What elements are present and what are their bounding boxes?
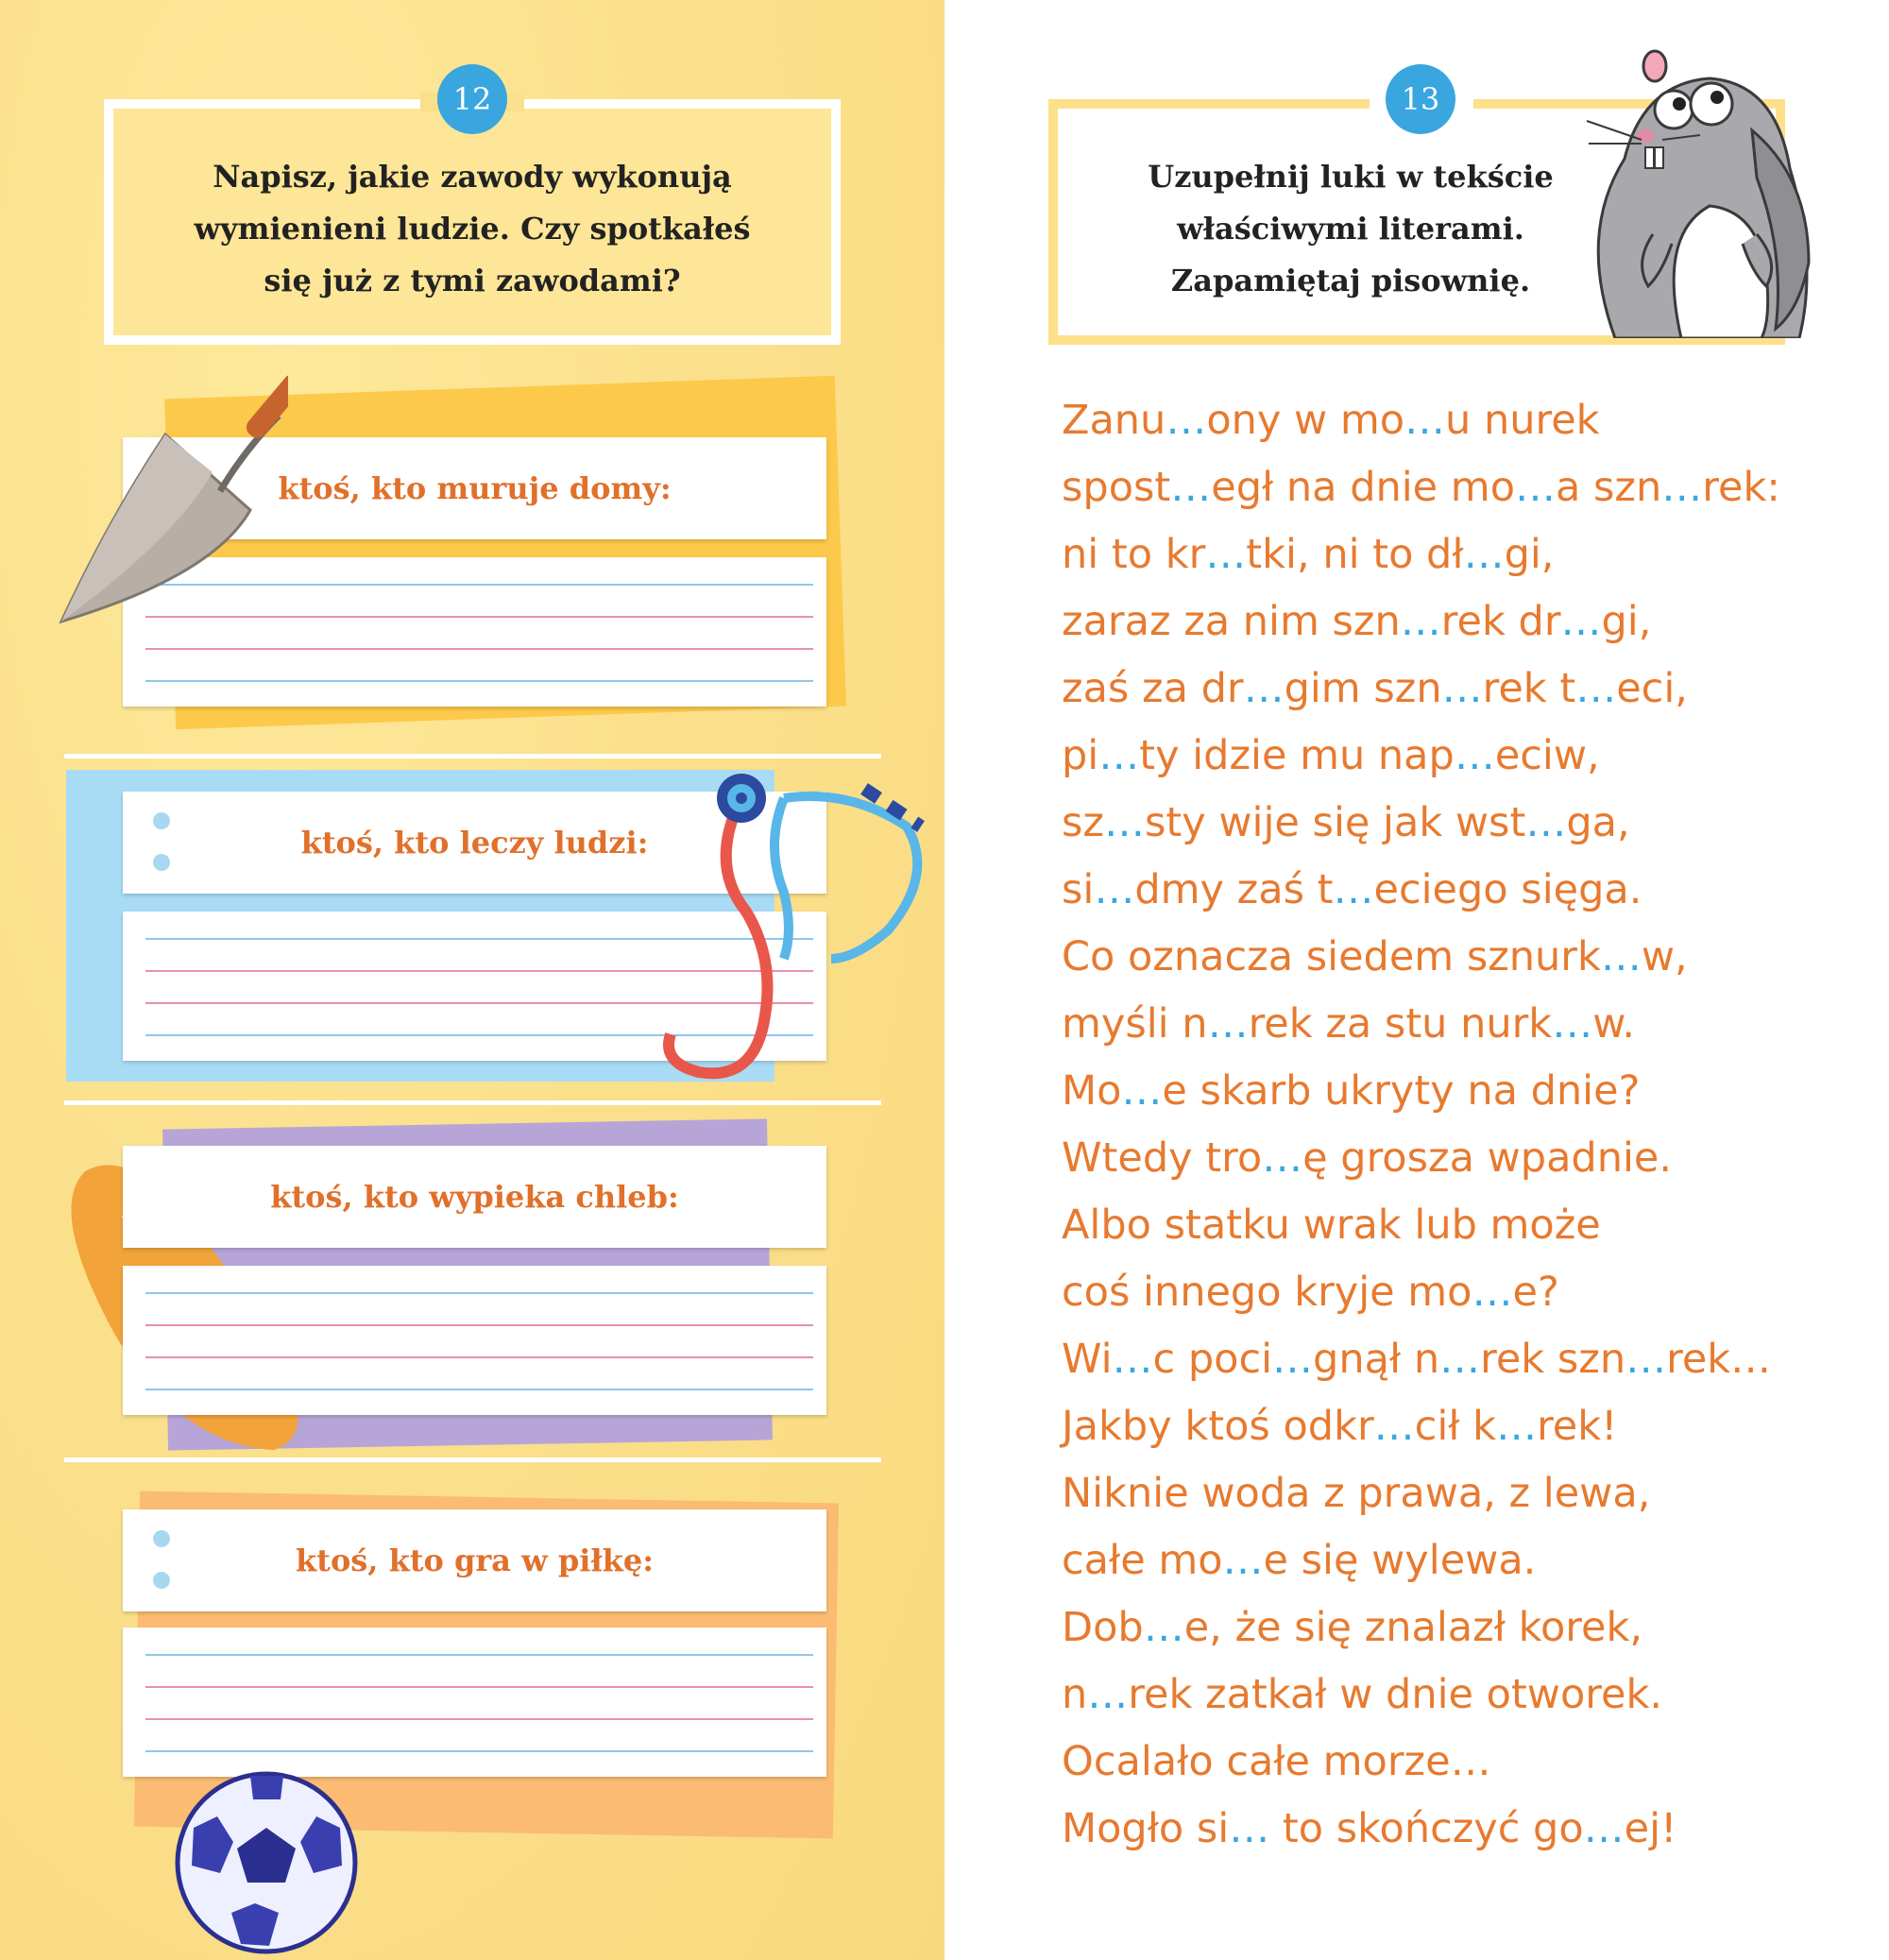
soccer-ball-icon <box>175 1771 359 1955</box>
poem-text: myśli n <box>1062 1000 1208 1048</box>
letter-gap[interactable]: … <box>1661 464 1703 511</box>
poem-text: Dob <box>1062 1604 1144 1651</box>
letter-gap[interactable]: … <box>1439 1336 1481 1383</box>
poem-text: Zanu <box>1062 397 1166 444</box>
instruction-line: Napisz, jakie zawody wykonują <box>213 159 732 195</box>
letter-gap[interactable]: … <box>1454 732 1495 779</box>
poem-text: zaś za dr <box>1062 665 1244 712</box>
card-label: ktoś, kto muruje domy: <box>278 470 672 506</box>
card-title-baker <box>123 1146 826 1248</box>
poem-text: rek! <box>1537 1403 1618 1450</box>
poem-text: Wtedy tro <box>1062 1134 1263 1182</box>
poem-line <box>1062 991 1874 1058</box>
poem-text: rek t <box>1482 665 1576 712</box>
section-divider <box>64 1457 881 1462</box>
poem-text: zaraz za nim szn <box>1062 598 1401 645</box>
letter-gap[interactable]: … <box>1094 866 1135 913</box>
letter-gap[interactable]: … <box>1262 1134 1303 1182</box>
letter-gap[interactable]: … <box>1560 598 1602 645</box>
letter-gap[interactable]: … <box>1112 1336 1153 1383</box>
poem-text: pi <box>1062 732 1099 779</box>
poem-text: Jakby ktoś odkr <box>1062 1403 1374 1450</box>
letter-gap[interactable]: … <box>1205 531 1247 578</box>
poem-line <box>1062 1796 1874 1863</box>
poem-line <box>1062 1058 1874 1125</box>
poem-text: Albo statku wrak lub może <box>1062 1202 1601 1249</box>
poem-with-gaps <box>1062 387 1874 1863</box>
letter-gap[interactable]: … <box>1207 1000 1249 1048</box>
letter-gap[interactable]: … <box>1222 1537 1264 1584</box>
poem-line <box>1062 723 1874 790</box>
poem-text: egł na dnie mo <box>1211 464 1516 511</box>
instruction-line: się już z tymi zawodami? <box>264 263 681 298</box>
letter-gap[interactable]: … <box>1098 732 1140 779</box>
letter-gap[interactable]: … <box>1243 665 1285 712</box>
letter-gap[interactable]: … <box>1575 665 1617 712</box>
letter-gap[interactable]: … <box>1103 799 1145 846</box>
poem-text: całe mo <box>1062 1537 1223 1584</box>
exercise-12-number-badge: 12 <box>437 64 507 134</box>
poem-line <box>1062 1594 1874 1662</box>
poem-text: ę grosza wpadnie. <box>1302 1134 1673 1182</box>
card-title-footballer <box>123 1509 826 1611</box>
poem-text: gim szn <box>1284 665 1442 712</box>
poem-line <box>1062 588 1874 656</box>
poem-text: Wi <box>1062 1336 1113 1383</box>
letter-gap[interactable]: … <box>1121 1067 1163 1115</box>
exercise-12-instruction <box>113 151 831 307</box>
poem-text: sz <box>1062 799 1104 846</box>
poem-line <box>1062 1729 1874 1796</box>
stethoscope-icon <box>652 770 926 1096</box>
poem-line <box>1062 1393 1874 1460</box>
poem-text: Co oznacza siedem sznurk <box>1062 933 1601 980</box>
poem-text: Niknie woda z prawa, z lewa, <box>1062 1470 1651 1517</box>
letter-gap[interactable]: … <box>1463 531 1505 578</box>
poem-text: rek… <box>1666 1336 1772 1383</box>
poem-text: c poci <box>1152 1336 1273 1383</box>
poem-line <box>1062 387 1874 454</box>
letter-gap[interactable]: … <box>1272 1336 1314 1383</box>
poem-text: u nurek <box>1445 397 1600 444</box>
poem-text: e się wylewa. <box>1263 1537 1537 1584</box>
poem-text: eciw, <box>1494 732 1600 779</box>
poem-text: w. <box>1592 1000 1636 1048</box>
poem-text: eciego sięga. <box>1373 866 1642 913</box>
poem-line <box>1062 924 1874 991</box>
poem-text: rek dr <box>1440 598 1561 645</box>
poem-text: Mo <box>1062 1067 1122 1115</box>
poem-line <box>1062 790 1874 857</box>
poem-text: dmy zaś t <box>1134 866 1334 913</box>
letter-gap[interactable]: … <box>1515 464 1557 511</box>
poem-text: gi, <box>1504 531 1555 578</box>
poem-text: e, że się znalazł korek, <box>1183 1604 1643 1651</box>
poem-text: sty wije się jak wst <box>1144 799 1526 846</box>
letter-gap[interactable]: … <box>1552 1000 1593 1048</box>
letter-gap[interactable]: … <box>1600 933 1642 980</box>
letter-gap[interactable]: … <box>1229 1805 1270 1852</box>
left-page <box>0 0 944 1960</box>
gopher-mascot-icon <box>1568 45 1818 338</box>
letter-gap[interactable]: … <box>1333 866 1374 913</box>
poem-text: Ocalało całe morze… <box>1062 1738 1491 1785</box>
letter-gap[interactable]: … <box>1087 1671 1129 1718</box>
instruction-line: wymienieni ludzie. Czy spotkałeś <box>194 211 751 247</box>
section-divider <box>64 1100 881 1105</box>
letter-gap[interactable]: … <box>1404 397 1446 444</box>
trowel-icon <box>52 359 288 633</box>
poem-line <box>1062 1460 1874 1527</box>
letter-gap[interactable]: … <box>1166 397 1207 444</box>
poem-text: rek za stu nurk <box>1248 1000 1553 1048</box>
poem-text: e? <box>1512 1269 1559 1316</box>
poem-text: si <box>1062 866 1095 913</box>
exercise-13-instruction <box>1143 151 1558 307</box>
letter-gap[interactable]: … <box>1625 1336 1667 1383</box>
instruction-line: Zapamiętaj pisownię. <box>1170 263 1531 298</box>
card-label: ktoś, kto wypieka chleb: <box>270 1179 679 1215</box>
poem-text: tki, ni to dł <box>1246 531 1464 578</box>
letter-gap[interactable]: … <box>1170 464 1212 511</box>
poem-text: w, <box>1641 933 1688 980</box>
poem-line <box>1062 857 1874 924</box>
card-label: ktoś, kto gra w piłkę: <box>295 1542 654 1578</box>
answer-lines-3[interactable] <box>123 1266 826 1415</box>
poem-line <box>1062 1662 1874 1729</box>
poem-text: ty idzie mu nap <box>1139 732 1455 779</box>
poem-text: ga, <box>1566 799 1630 846</box>
poem-line <box>1062 656 1874 723</box>
letter-gap[interactable]: … <box>1525 799 1567 846</box>
answer-lines-4[interactable] <box>123 1628 826 1777</box>
poem-text: coś innego kryje mo <box>1062 1269 1472 1316</box>
letter-gap[interactable]: … <box>1472 1269 1513 1316</box>
poem-text: rek zatkał w dnie otworek. <box>1128 1671 1663 1718</box>
letter-gap[interactable]: … <box>1496 1403 1538 1450</box>
letter-gap[interactable]: … <box>1583 1805 1625 1852</box>
poem-text: a szn <box>1556 464 1662 511</box>
card-label: ktoś, kto leczy ludzi: <box>300 825 649 861</box>
poem-text: spost <box>1062 464 1171 511</box>
poem-text: cił k <box>1414 1403 1497 1450</box>
poem-line <box>1062 1259 1874 1326</box>
poem-text: e skarb ukryty na dnie? <box>1162 1067 1641 1115</box>
poem-text: ni to kr <box>1062 531 1206 578</box>
instruction-line: Uzupełnij luki w tekście <box>1148 159 1554 195</box>
poem-text: to skończyć go <box>1269 1805 1584 1852</box>
poem-text: n <box>1062 1671 1088 1718</box>
exercise-12-instruction-box <box>104 99 841 345</box>
letter-gap[interactable]: … <box>1441 665 1483 712</box>
poem-text: rek: <box>1702 464 1780 511</box>
poem-text: ony w mo <box>1206 397 1405 444</box>
poem-line <box>1062 1125 1874 1192</box>
poem-text: eci, <box>1616 665 1688 712</box>
letter-gap[interactable]: … <box>1373 1403 1415 1450</box>
poem-line <box>1062 454 1874 521</box>
poem-text: Mogło si <box>1062 1805 1230 1852</box>
poem-text: gi, <box>1601 598 1652 645</box>
letter-gap[interactable]: … <box>1143 1604 1184 1651</box>
poem-text: gnął n <box>1313 1336 1440 1383</box>
poem-text: ej! <box>1624 1805 1677 1852</box>
letter-gap[interactable]: … <box>1400 598 1441 645</box>
poem-line <box>1062 1527 1874 1594</box>
poem-line <box>1062 521 1874 588</box>
poem-text: rek szn <box>1480 1336 1626 1383</box>
exercise-13-number-badge: 13 <box>1386 64 1455 134</box>
instruction-line: właściwymi literami. <box>1177 211 1524 247</box>
poem-line <box>1062 1192 1874 1259</box>
section-divider <box>64 754 881 758</box>
poem-line <box>1062 1326 1874 1393</box>
